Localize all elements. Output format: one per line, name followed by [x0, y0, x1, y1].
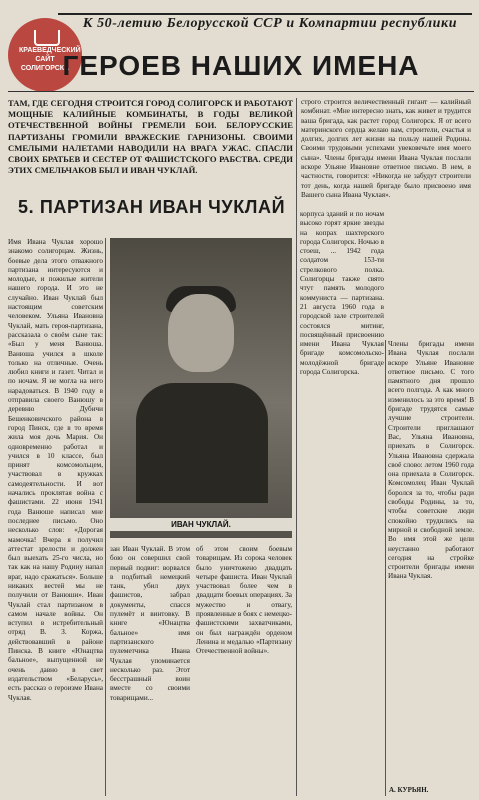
book-icon: [34, 30, 60, 46]
intro-paragraph: ТАМ, ГДЕ СЕГОДНЯ СТРОИТСЯ ГОРОД СОЛИГОРСК И РАБОТАЮТ МОЩНЫЕ КАЛИЙНЫЕ КОМБИНАТЫ, В ГОДЫ ВЕЛИКОЙ ОТЕЧЕСТВЕННОЙ ВОЙНЫ ГРЕМЕЛИ БОИ. БЕЛОРУССКИЕ ПАРТИЗАНЫ ГРОМИЛИ ВРАЖЕСКИЕ ГАРНИЗОНЫ. СВОИМИ СМЕЛЫМИ НАЛЕТАМИ НАВОДИЛИ НА ВРАГА УЖАС. СПАСЛИ СВОИХ БРАТЬЕВ И СЕСТЕР ОТ ФАШИСТСКОГО РАБСТВА. СРЕДИ ЭТИХ СМЕЛЬЧАКОВ БЫЛ И ИВАН ЧУКЛАЙ.: [8, 98, 293, 176]
anniversary-kicker: К 50-летию Белорусской ССР и Компартии республики: [82, 16, 458, 31]
top-rule: [58, 13, 472, 15]
article-column-4: корпуса зданий и по ночам высоко горят яркие звезды на копрах шахтерского города Солигорск. Ночью в стоеш, ... 1942 года солдатом 153-ти стрелкового полка. Солигорцы также свято чтут память молодого коммуниста — партизана. 21 августа 1960 года в городской зале строителей состоялся митинг, посвящённый присвоению имени Ивана Чуклая бригаде комсомольско-молодёжной бригаде города Солигорска.: [300, 210, 384, 377]
article-column-1: Имя Ивана Чуклая хорошо знакомо солигорцам. Жизнь, боевые дела этого отважного партизана интересуются и молодые, и пожилые жители нашего города. И это не случайно. Иван Чуклай был настоящим советским человеком. Ульяна Ивановна Чуклай, мать героя-партизана, рассказала о своём сыне так: «Был у меня Ванюша. Ванюша учился в школе только на отличные. Очень любил книги и газет. Читал и по ночам. Я не могла на него нарадоваться. В 1940 году в отправила своего Ванюшу в деревню Дубичи Бешенковичского района в город Пинск, где в то время жила моя дочь Мария. Он одновременно работал и учился в 10 классе, был принят комсомольцем, участвовал в кружках самодеятельности. И вот начались проклятая война с фашистами. 22 июня 1941 года Ванюше написал мне последнее письмо. Оно несколько слов: «Дорогая мамочка! Вчера я получил аттестат зрелости и должен был выехать 25-го числа, но так как на нашу Родину напал враг, надо сражаться». Больше никаких вестей мы не получили от Ванюши». Иван Чуклай стал партизаном в самом начале войны. Он вступил в истребительный отряд В. З. Коржа, действовавший в районе Пинска. В книге «Юнацтва бальное», выпущенной не очень давно в свет издательством «Беларусь», есть рассказ о героизме Ивана Чуклая.: [8, 238, 103, 702]
column-divider: [105, 238, 106, 796]
author-signature: А. КУРЬЯН.: [389, 786, 429, 794]
column-divider: [385, 340, 386, 796]
portrait-photo: [110, 238, 292, 538]
article-column-5: Члены бригады имени Ивана Чуклая послали вскоре Ульяне Ивановне ответное письмо. С того памятного дня прошло всего полгода. А как много изменилось за это время! В бригаде трудятся самые лучшие строители. Строители приглашают Вас, Ульяна Ивановна, приехать в Солигорск. Ульяна Ивановна сдержала своё слово: летом 1960 года она приехала в Солигорск. Комсомолец Иван Чуклай боролся за то, чтобы ради свободы Родины, за то, чтобы советские люди спокойно трудились на мирной и свободной земле. Во имя этой же цели неустанно работают сегодня на стройке строители бригады имени Ивана Чуклая.: [388, 340, 474, 581]
stamp-text: КРАЕВЕДЧЕСКИЙ САЙТ СОЛИГОРСКА: [19, 47, 81, 72]
section-title: 5. ПАРТИЗАН ИВАН ЧУКЛАЙ: [18, 197, 286, 217]
article-column-3: об этом своим боевым товарищам. Из сорока человек было уничтожено двадцать четыре фашиста. Иван Чуклай участвовал более чем в двадцати боевых операциях. За мужество и отвагу, проявленные в боях с немецко-фашистскими захватчиками, он был награждён орденом Ленина и медалью «Партизану Отечественной войны».: [196, 545, 292, 656]
main-headline: ГЕРОЕВ НАШИХ ИМЕНА: [62, 50, 420, 81]
right-column-top: строго строится величественный гигант — калийный комбинат. «Мне интересно знать, как живет и трудится ваша бригада, как растет город Солигорск. Я от всего материнского сердца желаю вам, строители, счастья и долгих, долгих лет жизни на пользу нашей Родины. Своими трудовыми успехами увековечьте имя моего сына». Члены бригады имени Ивана Чуклая послали вскоре Ульяне Ивановне ответное письмо. В нем, в частности, говорится: «Никогда не забудут строители тот день, когда нашей бригаде было присвоено имя Вашего сына Ивана Чуклая».: [301, 98, 471, 199]
headline-rule: [8, 91, 474, 92]
photo-caption: ИВАН ЧУКЛАЙ.: [110, 518, 292, 531]
article-column-2: зан Иван Чуклай. В этом бою он совершил свой первый подвиг: ворвался в подбитый немецкий танк, убил двух фашистов, забрал документы, спасся пулемёт и винтовку. В книге «Юнацтва бальное» имя партизанского пулеметчика Ивана Чуклая упоминается несколько раз. Этот бесстрашный воин вместе со своими товарищами...: [110, 545, 190, 702]
column-divider: [296, 98, 297, 796]
